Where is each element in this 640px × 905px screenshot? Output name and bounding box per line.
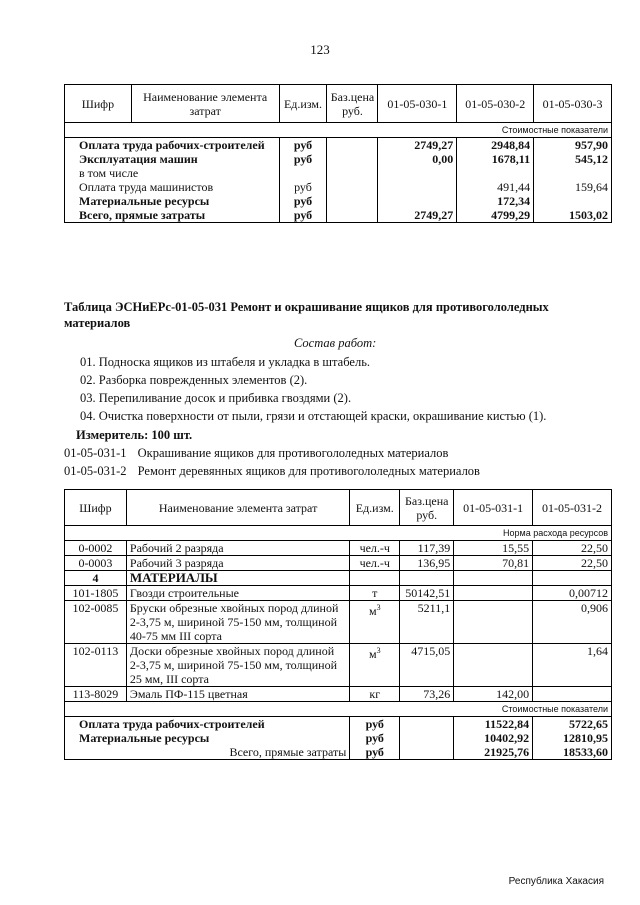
work-item: 03. Перепиливание досок и прибивка гвоздями (2). [80,391,352,405]
col-header-code: Шифр [65,490,127,526]
col-header-name: Наименование элемента затрат [131,85,279,123]
col-header-030-3: 01-05-030-3 [534,85,612,123]
table-row: 0-0002 Рабочий 2 разряда чел.-ч 117,39 15,55 22,50 [65,541,612,556]
cost-table-030 [64,84,612,223]
work-composition-heading: Состав работ: [294,336,377,350]
table-row: Оплата труда машинистов руб 491,44 159,64 [65,180,612,194]
col-header-unit: Ед.изм. [279,85,327,123]
total-row: Материальные ресурсы руб 10402,92 12810,95 [65,731,612,745]
col-header-code: Шифр [65,85,132,123]
total-row: Оплата труда рабочих-строителей руб 11522,84 5722,65 [65,717,612,732]
table-row: 4 МАТЕРИАЛЫ [65,571,612,586]
section-title: Таблица ЭСНиЕРс-01-05-031 Ремонт и окрашивание ящиков для противогололедных [64,300,549,314]
code-description: Ремонт деревянных ящиков для противогололедных материалов [137,464,480,478]
total-row: Всего, прямые затраты руб 21925,76 18533,60 [65,745,612,760]
page-number: 123 [310,42,330,57]
col-header-031-2: 01-05-031-2 [533,490,612,526]
resource-table-031 [64,489,612,760]
subheader-cost-indicators: Стоимостные показатели [65,702,612,717]
col-header-031-1: 01-05-031-1 [454,490,533,526]
measure-unit: Измеритель: 100 шт. [76,428,193,442]
table-row: 0-0003 Рабочий 3 разряда чел.-ч 136,95 70,81 22,50 [65,556,612,571]
table-row: Эксплуатация машин руб 0,00 1678,11 545,12 [65,152,612,166]
table-row: Материальные ресурсы руб 172,34 [65,194,612,208]
table-row: 101-1805 Гвозди строительные т 50142,51 0,00712 [65,586,612,601]
section-title-cont: материалов [64,316,131,330]
table-row: 102-0113 Доски обрезные хвойных пород длиной 2-3,75 м, шириной 75-150 мм, толщиной 25 мм, III сорта $м^3$ 4715,05 1,64 [65,644,612,687]
col-header-030-1: 01-05-030-1 [378,85,457,123]
subheader-resource-norm: Норма расхода ресурсов [65,526,612,541]
col-header-name: Наименование элемента затрат [126,490,349,526]
code: 01-05-031-1 [64,446,127,460]
code-line [64,446,448,461]
table-row: Оплата труда рабочих-строителей руб 2749,27 2948,84 957,90 [65,138,612,153]
code-line [64,464,480,479]
table-row: в том числе [65,166,612,180]
work-item: 01. Подноска ящиков из штабеля и укладка в штабель. [80,355,371,369]
code: 01-05-031-2 [64,464,127,478]
footer-region: Республика Хакасия [508,876,604,887]
work-item: 04. Очистка поверхности от пыли, грязи и отстающей краски, окрашивание кистью (1). [80,409,547,423]
work-item: 02. Разборка поврежденных элементов (2). [80,373,308,387]
table-row: 113-8029 Эмаль ПФ-115 цветная кг 73,26 142,00 [65,687,612,702]
col-header-unit: Ед.изм. [350,490,400,526]
code-description: Окрашивание ящиков для противогололедных материалов [137,446,449,460]
subheader-cost-indicators: Стоимостные показатели [65,123,612,138]
table-row: 102-0085 Бруски обрезные хвойных пород длиной 2-3,75 м, шириной 75-150 мм, толщиной 40-75 мм III сорта $м^3$ 5211,1 0,906 [65,601,612,644]
col-header-price: Баз.цена руб. [400,490,454,526]
col-header-030-2: 01-05-030-2 [457,85,534,123]
col-header-price: Баз.цена руб. [327,85,378,123]
table-row: Всего, прямые затраты руб 2749,27 4799,29 1503,02 [65,208,612,223]
